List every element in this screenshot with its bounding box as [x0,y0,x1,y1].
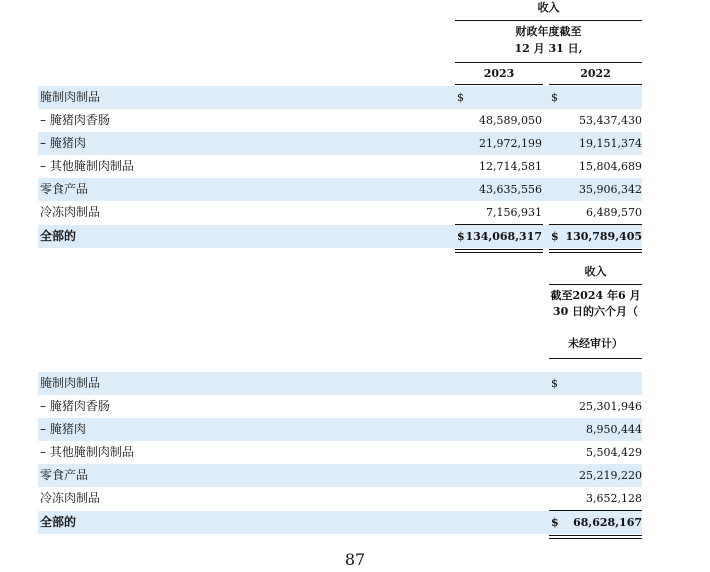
table1-total-double-rule-2 [549,249,642,253]
table1-row [38,201,642,224]
row-label: – 腌猪肉 [40,136,86,150]
total-2023: 134,068,317 [465,230,542,243]
table2-header-rule-2 [549,358,642,359]
row-label: – 腌猪肉香肠 [40,113,110,127]
table1-row [38,109,642,132]
table2-row [38,372,642,395]
row-label: – 腌猪肉香肠 [40,399,110,413]
currency-symbol: $ [551,91,558,104]
total-label: 全部的 [40,229,77,243]
total-2022: 130,789,405 [565,230,642,243]
table2-row [38,487,642,510]
value-h1-2024: 25,301,946 [579,400,642,413]
table2-header-period-line1: 截至2024 年6 月 [550,289,641,302]
table2-row [38,418,642,441]
value-2023: 7,156,931 [486,206,542,219]
row-label: 零食产品 [40,182,89,196]
total-h1-2024: 68,628,167 [573,516,642,529]
table2-total-double-rule [549,535,642,539]
table2-header-period-line3: 未经审计） [568,337,623,350]
table2-header-rule [549,284,642,285]
currency-symbol: $ [551,516,559,529]
value-h1-2024: 5,504,429 [586,446,642,459]
table1-row [38,155,642,178]
value-2022: 19,151,374 [579,137,642,150]
table1-row [38,178,642,201]
table1-year-rule-1 [455,84,543,85]
table2-header-period-line2: 30 日的六个月（ [552,305,639,318]
row-label: 零食产品 [40,468,89,482]
value-2022: 53,437,430 [579,114,642,127]
currency-symbol: $ [551,377,558,390]
table1-header-rule [455,20,642,21]
table1-header-title: 收入 [537,1,560,14]
page-number: 87 [344,550,366,569]
value-2023: 48,589,050 [479,114,542,127]
row-label: 冷冻肉制品 [40,491,101,505]
value-2022: 6,489,570 [586,206,642,219]
table1-total-row [38,225,642,248]
table1-header-period-line1: 财政年度截至 [515,25,582,38]
table2-row [38,395,642,418]
table1-total-double-rule-1 [455,249,543,253]
row-label: 腌制肉制品 [40,90,101,104]
table1-year-2022: 2022 [580,67,611,80]
row-label: – 其他腌制肉制品 [40,445,134,459]
table2-total-row [38,511,642,534]
table1-year-2023: 2023 [483,67,515,80]
table1-header-period-line2: 12 月 31 日, [514,42,583,55]
table2-header-title: 收入 [584,265,607,278]
value-2023: 43,635,556 [479,183,542,196]
value-h1-2024: 25,219,220 [579,469,642,482]
value-2023: 12,714,581 [479,160,542,173]
value-2023: 21,972,199 [479,137,542,150]
value-2022: 15,804,689 [579,160,642,173]
value-2022: 35,906,342 [579,183,642,196]
currency-symbol: $ [457,91,464,104]
row-label: 冷冻肉制品 [40,205,101,219]
table1-header-rule-2 [455,62,642,63]
table1-row [38,132,642,155]
row-label: – 腌猪肉 [40,422,86,436]
table1-year-rule-2 [549,84,642,85]
value-h1-2024: 3,652,128 [586,492,642,505]
row-label: – 其他腌制肉制品 [40,159,134,173]
total-label: 全部的 [40,515,77,529]
row-label: 腌制肉制品 [40,376,101,390]
table2-row [38,441,642,464]
currency-symbol: $ [551,230,559,243]
table2-row [38,464,642,487]
value-h1-2024: 8,950,444 [586,423,642,436]
currency-symbol: $ [457,230,465,243]
table1-row [38,86,642,109]
